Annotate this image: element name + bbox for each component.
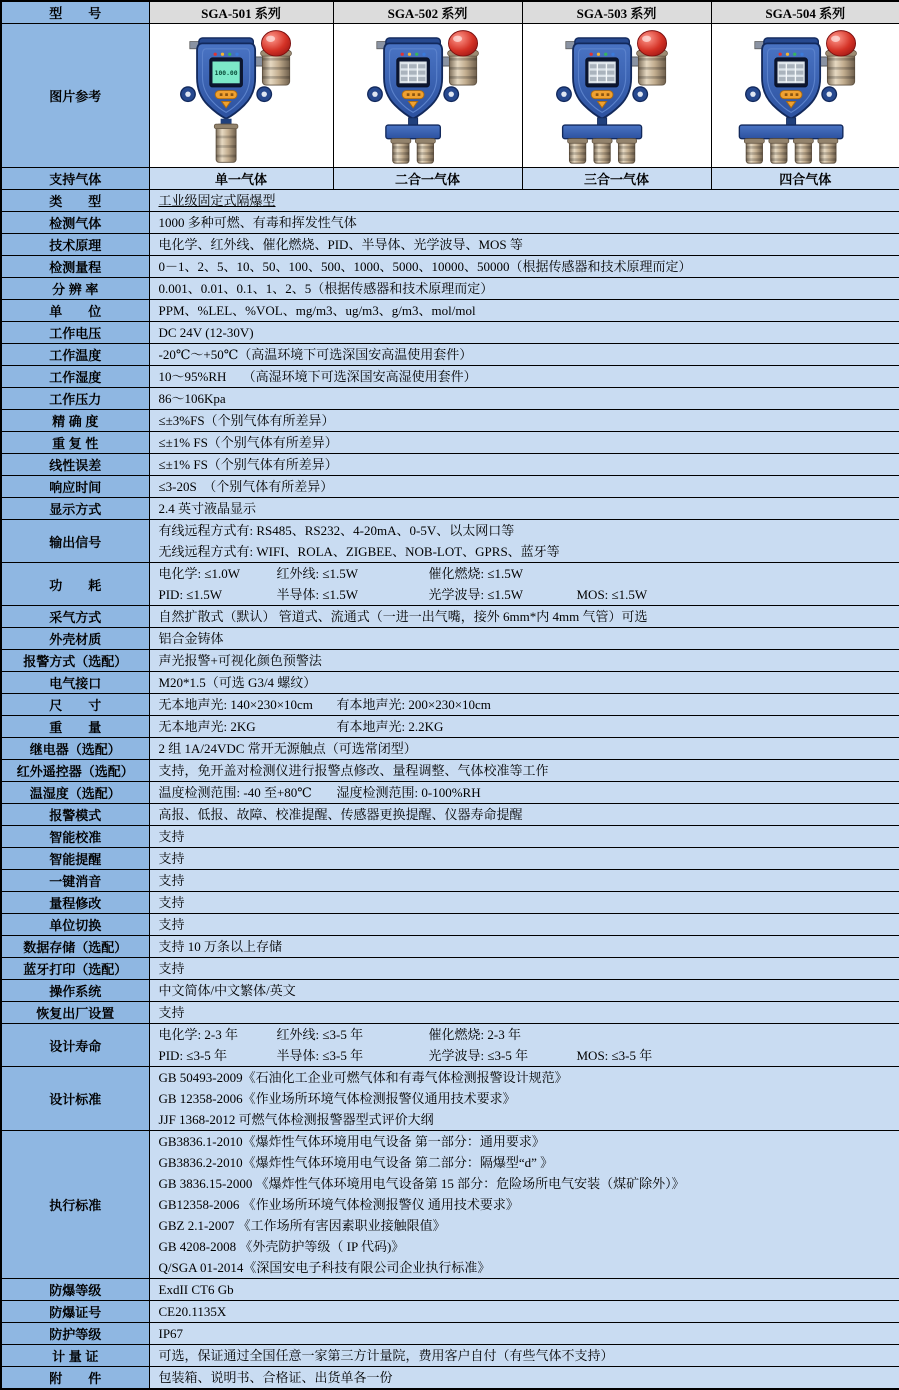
gas-type-cell: 单一气体 <box>149 168 333 190</box>
spec-line <box>159 322 891 343</box>
spec-label-cell: 设计寿命 <box>1 1024 149 1067</box>
spec-label-cell: 工作湿度 <box>1 366 149 388</box>
spec-label-cell: 报警方式（选配） <box>1 650 149 672</box>
spec-row <box>1 476 899 498</box>
spec-line <box>159 1173 891 1194</box>
alarm-beacon-icon <box>252 30 292 84</box>
spec-segment: 有本地声光: 200×230×10cm <box>336 697 491 712</box>
device-body <box>745 37 836 118</box>
spec-label-cell: 温湿度（选配） <box>1 782 149 804</box>
spec-segment: Q/SGA 01-2014《深国安电子科技有限公司企业执行标准》 <box>158 1260 491 1275</box>
model-header-label: 型 号 <box>1 1 149 24</box>
spec-label-cell: 防护等级 <box>1 1323 149 1345</box>
spec-label-cell: 显示方式 <box>1 498 149 520</box>
spec-line <box>159 1152 891 1173</box>
spec-line <box>159 1109 891 1130</box>
spec-value-cell <box>149 1024 899 1067</box>
spec-line <box>159 870 891 891</box>
image-row-label: 图片参考 <box>1 24 149 168</box>
spec-line <box>159 190 891 211</box>
spec-line <box>159 1067 891 1088</box>
spec-label-cell: 尺 寸 <box>1 694 149 716</box>
spec-label-cell: 智能校准 <box>1 826 149 848</box>
spec-row <box>1 1002 899 1024</box>
spec-row <box>1 782 899 804</box>
spec-line <box>159 256 891 277</box>
spec-row <box>1 870 899 892</box>
spec-row <box>1 498 899 520</box>
spec-row <box>1 1301 899 1323</box>
gas-detector-2-sensor-icon <box>355 27 500 165</box>
spec-line <box>159 476 891 497</box>
spec-segment: 催化燃烧: ≤1.5W <box>428 566 524 581</box>
spec-segment: 支持 <box>158 917 185 932</box>
spec-line <box>159 1194 891 1215</box>
spec-segment: 催化燃烧: 2-3 年 <box>428 1027 521 1042</box>
manifold <box>562 125 641 139</box>
sensor-probe <box>415 138 435 163</box>
spec-segment: 0－1、2、5、10、50、100、500、1000、5000、10000、50000（根据传感器和技术原理而定） <box>158 259 692 274</box>
spec-value-cell <box>149 212 899 234</box>
spec-segment: 高报、低报、故障、校准提醒、传感器更换提醒、仪器寿命提醒 <box>158 807 523 822</box>
spec-segment: 红外线: ≤1.5W <box>276 566 359 581</box>
spec-label-cell: 技术原理 <box>1 234 149 256</box>
spec-line <box>159 1301 891 1322</box>
spec-segment: 电化学、红外线、催化燃烧、PID、半导体、光学波导、MOS 等 <box>158 237 523 252</box>
spec-segment: 中文简体/中文繁体/英文 <box>158 983 296 998</box>
model-header-row <box>1 1 899 24</box>
spec-row <box>1 914 899 936</box>
spec-segment: 支持，免开盖对检测仪进行报警点修改、量程调整、气体校准等工作 <box>158 763 549 778</box>
spec-line <box>159 300 891 321</box>
spec-value-cell <box>149 694 899 716</box>
spec-line <box>159 344 891 365</box>
spec-segment: M20*1.5（可选 G3/4 螺纹） <box>158 675 317 690</box>
spec-row <box>1 804 899 826</box>
spec-line <box>159 738 891 759</box>
device-body <box>368 37 459 118</box>
spec-label-cell: 执行标准 <box>1 1131 149 1279</box>
spec-segment: PPM、%LEL、%VOL、mg/m3、ug/m3、g/m3、mol/mol <box>158 303 476 318</box>
spec-segment: 铝合金铸体 <box>158 631 224 646</box>
spec-segment: 无本地声光: 140×230×10cm <box>158 697 313 712</box>
spec-segment: MOS: ≤1.5W <box>576 587 648 602</box>
spec-label-cell: 防爆等级 <box>1 1279 149 1301</box>
spec-segment: 湿度检测范围: 0-100%RH <box>336 785 481 800</box>
spec-label-cell: 检测气体 <box>1 212 149 234</box>
spec-line <box>159 410 891 431</box>
sensor-probe <box>617 138 637 163</box>
spec-row <box>1 980 899 1002</box>
spec-label-cell: 线性误差 <box>1 454 149 476</box>
sensor-probe <box>592 138 612 163</box>
spec-row <box>1 936 899 958</box>
spec-line <box>159 1279 891 1300</box>
device-image-cell <box>522 24 711 168</box>
spec-segment: 半导体: ≤3-5 年 <box>276 1048 364 1063</box>
spec-segment: CE20.1135X <box>158 1304 227 1319</box>
spec-segment: 支持 <box>158 895 185 910</box>
spec-value-cell <box>149 606 899 628</box>
spec-value-cell <box>149 520 899 563</box>
spec-value-cell <box>149 738 899 760</box>
spec-value-cell <box>149 322 899 344</box>
spec-line <box>159 1024 891 1045</box>
spec-label-cell: 计 量 证 <box>1 1345 149 1367</box>
spec-label-cell: 重 量 <box>1 716 149 738</box>
spec-line <box>159 694 891 715</box>
sensor-probe <box>744 138 764 163</box>
spec-line <box>159 1215 891 1236</box>
spec-row <box>1 848 899 870</box>
spec-segment: 有本地声光: 2.2KG <box>336 719 444 734</box>
spec-segment: 光学波导: ≤3-5 年 <box>428 1048 529 1063</box>
spec-label-cell: 防爆证号 <box>1 1301 149 1323</box>
spec-segment: 可选，保证通过全国任意一家第三方计量院，费用客户自付（有些气体不支持） <box>158 1348 614 1363</box>
spec-value-cell <box>149 914 899 936</box>
spec-segment: 无线远程方式有: WIFI、ROLA、ZIGBEE、NOB-LOT、GPRS、蓝牙等 <box>158 544 560 559</box>
model-name-cell: SGA-502 系列 <box>333 1 522 24</box>
model-name-cell: SGA-504 系列 <box>711 1 899 24</box>
spec-segment: 有线远程方式有: RS485、RS232、4-20mA、0-5V、以太网口等 <box>158 523 515 538</box>
spec-line <box>159 1257 891 1278</box>
spec-value-cell <box>149 1345 899 1367</box>
spec-row <box>1 388 899 410</box>
spec-segment: DC 24V (12-30V) <box>158 325 254 340</box>
spec-segment: 半导体: ≤1.5W <box>276 587 359 602</box>
spec-line <box>159 848 891 869</box>
spec-value-cell <box>149 936 899 958</box>
spec-line <box>159 716 891 737</box>
spec-line <box>159 584 891 605</box>
spec-value-cell <box>149 432 899 454</box>
model-name-cell: SGA-501 系列 <box>149 1 333 24</box>
spec-segment: GB 12358-2006《作业场所环境气体检测报警仪通用技术要求》 <box>158 1091 516 1106</box>
spec-segment: 1000 多种可燃、有毒和挥发性气体 <box>158 215 357 230</box>
spec-segment: IP67 <box>158 1326 184 1341</box>
spec-value-cell <box>149 256 899 278</box>
spec-segment: 红外线: ≤3-5 年 <box>276 1027 364 1042</box>
spec-row <box>1 1345 899 1367</box>
spec-segment: GB 4208-2008 《外壳防护等级（ IP 代码)》 <box>158 1239 405 1254</box>
spec-line <box>159 541 891 562</box>
sensor-probe <box>567 138 587 163</box>
sensor-probe <box>215 124 239 162</box>
spec-row <box>1 1323 899 1345</box>
spec-value-cell <box>149 1301 899 1323</box>
spec-segment: 支持 10 万条以上存储 <box>158 939 283 954</box>
spec-segment: -20℃～+50℃（高温环境下可选深国安高温使用套件） <box>158 347 473 362</box>
spec-segment: ≤3-20S （个别气体有所差异） <box>158 479 334 494</box>
spec-segment: 声光报警+可视化颜色预警法 <box>158 653 322 668</box>
spec-label-cell: 工作电压 <box>1 322 149 344</box>
spec-row <box>1 256 899 278</box>
spec-value-cell <box>149 1002 899 1024</box>
spec-line <box>159 212 891 233</box>
spec-segment: 工业级固定式隔爆型 <box>158 193 276 208</box>
spec-row <box>1 234 899 256</box>
spec-row <box>1 650 899 672</box>
spec-line <box>159 454 891 475</box>
spec-row <box>1 694 899 716</box>
spec-segment: 支持 <box>158 829 185 844</box>
spec-segment: GB12358-2006 《作业场所环境气体检测报警仪 通用技术要求》 <box>158 1197 519 1212</box>
spec-value-cell <box>149 672 899 694</box>
spec-line <box>159 672 891 693</box>
spec-value-cell <box>149 300 899 322</box>
alarm-beacon-icon <box>627 30 667 84</box>
spec-segment: GB3836.2-2010《爆炸性气体环境用电气设备 第二部分：隔爆型“d” 》 <box>158 1155 554 1170</box>
spec-row <box>1 322 899 344</box>
spec-row <box>1 190 899 212</box>
spec-line <box>159 1345 891 1366</box>
spec-label-cell: 量程修改 <box>1 892 149 914</box>
spec-value-cell <box>149 234 899 256</box>
spec-line <box>159 826 891 847</box>
spec-line <box>159 782 891 803</box>
svg-text:100.00: 100.00 <box>215 69 238 77</box>
manifold <box>739 125 842 139</box>
spec-value-cell <box>149 344 899 366</box>
sensor-probe <box>768 138 788 163</box>
spec-segment: MOS: ≤3-5 年 <box>576 1048 653 1063</box>
spec-row <box>1 826 899 848</box>
spec-line <box>159 1045 891 1066</box>
spec-segment: 支持 <box>158 851 185 866</box>
spec-value-cell <box>149 892 899 914</box>
spec-row <box>1 300 899 322</box>
spec-value-cell <box>149 366 899 388</box>
spec-line <box>159 563 891 584</box>
image-reference-row <box>1 24 899 168</box>
spec-label-cell: 设计标准 <box>1 1067 149 1131</box>
device-body <box>181 37 272 118</box>
spec-segment: 0.001、0.01、0.1、1、2、5（根据传感器和技术原理而定） <box>158 281 494 296</box>
spec-label-cell: 报警模式 <box>1 804 149 826</box>
spec-segment: PID: ≤1.5W <box>158 587 222 602</box>
spec-label-cell: 工作温度 <box>1 344 149 366</box>
spec-segment: 2.4 英寸液晶显示 <box>158 501 257 516</box>
spec-line <box>159 650 891 671</box>
spec-row <box>1 1367 899 1390</box>
spec-label-cell: 外壳材质 <box>1 628 149 650</box>
spec-segment: ≤±3%FS（个别气体有所差异） <box>158 413 335 428</box>
spec-segment: GBZ 2.1-2007 《工作场所有害因素职业接触限值》 <box>158 1218 446 1233</box>
spec-row <box>1 432 899 454</box>
spec-label-cell: 重 复 性 <box>1 432 149 454</box>
spec-label-cell: 分 辨 率 <box>1 278 149 300</box>
spec-line <box>159 1088 891 1109</box>
spec-segment: PID: ≤3-5 年 <box>158 1048 228 1063</box>
spec-value-cell <box>149 716 899 738</box>
spec-segment: GB 50493-2009《石油化工企业可燃气体和有毒气体检测报警设计规范》 <box>158 1070 568 1085</box>
spec-row <box>1 760 899 782</box>
alarm-beacon-icon <box>438 30 478 84</box>
device-body <box>557 37 648 118</box>
spec-label-cell: 单 位 <box>1 300 149 322</box>
spec-label-cell: 响应时间 <box>1 476 149 498</box>
spec-segment: 电化学: 2-3 年 <box>158 1027 238 1042</box>
spec-row <box>1 1024 899 1067</box>
spec-label-cell: 一键消音 <box>1 870 149 892</box>
spec-label-cell: 类 型 <box>1 190 149 212</box>
spec-label-cell: 精 确 度 <box>1 410 149 432</box>
spec-value-cell <box>149 1279 899 1301</box>
spec-segment: GB3836.1-2010《爆炸性气体环境用电气设备 第一部分：通用要求》 <box>158 1134 545 1149</box>
spec-value-cell <box>149 760 899 782</box>
spec-value-cell <box>149 454 899 476</box>
spec-segment: 温度检测范围: -40 至+80℃ <box>158 785 312 800</box>
gas-detector-1-sensor-icon <box>168 27 313 165</box>
spec-segment: 2 组 1A/24VDC 常开无源触点（可选常闭型） <box>158 741 417 756</box>
spec-line <box>159 388 891 409</box>
gas-detector-3-sensor-icon <box>544 27 689 165</box>
spec-label-cell: 采气方式 <box>1 606 149 628</box>
spec-row <box>1 410 899 432</box>
spec-label-cell: 电气接口 <box>1 672 149 694</box>
spec-value-cell <box>149 278 899 300</box>
spec-value-cell <box>149 1367 899 1390</box>
spec-label-cell: 数据存储（选配） <box>1 936 149 958</box>
spec-segment: 电化学: ≤1.0W <box>158 566 241 581</box>
spec-line <box>159 520 891 541</box>
spec-segment: 包装箱、说明书、合格证、出货单各一份 <box>158 1370 393 1385</box>
spec-value-cell <box>149 628 899 650</box>
spec-value-cell <box>149 1067 899 1131</box>
spec-segment: 86～106Kpa <box>158 391 226 406</box>
spec-line <box>159 432 891 453</box>
spec-label-cell: 红外遥控器（选配） <box>1 760 149 782</box>
gas-type-cell: 三合一气体 <box>522 168 711 190</box>
gas-detector-4-sensor-icon <box>733 27 878 165</box>
spec-line <box>159 1131 891 1152</box>
spec-segment: ≤±1% FS（个别气体有所差异） <box>158 457 338 472</box>
spec-line <box>159 804 891 825</box>
spec-line <box>159 980 891 1001</box>
spec-label-cell: 输出信号 <box>1 520 149 563</box>
spec-label-cell: 恢复出厂设置 <box>1 1002 149 1024</box>
device-image-cell <box>711 24 899 168</box>
spec-row <box>1 1131 899 1279</box>
spec-label-cell: 继电器（选配） <box>1 738 149 760</box>
spec-row <box>1 563 899 606</box>
spec-value-cell <box>149 410 899 432</box>
spec-value-cell <box>149 388 899 410</box>
spec-line <box>159 1323 891 1344</box>
spec-line <box>159 234 891 255</box>
model-name-cell: SGA-503 系列 <box>522 1 711 24</box>
spec-line <box>159 914 891 935</box>
spec-row <box>1 892 899 914</box>
spec-segment: 自然扩散式（默认） 管道式、流通式（一进一出气嘴，接外 6mm*内 4mm 气管）可选 <box>158 609 648 624</box>
device-image-cell <box>149 24 333 168</box>
alarm-beacon-icon <box>816 30 856 84</box>
spec-line <box>159 760 891 781</box>
spec-line <box>159 1002 891 1023</box>
spec-segment: JJF 1368-2012 可燃气体检测报警器型式评价大纲 <box>158 1112 434 1127</box>
spec-label-cell: 智能提醒 <box>1 848 149 870</box>
spec-segment: ExdII CT6 Gb <box>158 1282 234 1297</box>
spec-segment: 10～95%RH （高湿环境下可选深国安高湿使用套件） <box>158 369 477 384</box>
spec-row <box>1 716 899 738</box>
spec-row <box>1 454 899 476</box>
spec-row <box>1 344 899 366</box>
spec-row <box>1 672 899 694</box>
spec-label-cell: 操作系统 <box>1 980 149 1002</box>
gas-type-cell: 二合一气体 <box>333 168 522 190</box>
spec-row <box>1 366 899 388</box>
gas-type-cell: 四合气体 <box>711 168 899 190</box>
spec-row <box>1 278 899 300</box>
spec-segment: ≤±1% FS（个别气体有所差异） <box>158 435 338 450</box>
spec-segment: 无本地声光: 2KG <box>158 719 256 734</box>
spec-label-cell: 蓝牙打印（选配） <box>1 958 149 980</box>
spec-row <box>1 606 899 628</box>
spec-label-cell: 附 件 <box>1 1367 149 1390</box>
spec-segment: 支持 <box>158 1005 185 1020</box>
spec-value-cell <box>149 1323 899 1345</box>
spec-line <box>159 628 891 649</box>
spec-row <box>1 958 899 980</box>
spec-line <box>159 936 891 957</box>
spec-value-cell <box>149 782 899 804</box>
spec-label-cell: 功 耗 <box>1 563 149 606</box>
spec-label-cell: 检测量程 <box>1 256 149 278</box>
spec-row <box>1 212 899 234</box>
spec-row <box>1 738 899 760</box>
spec-value-cell <box>149 190 899 212</box>
spec-value-cell <box>149 980 899 1002</box>
spec-value-cell <box>149 1131 899 1279</box>
spec-value-cell <box>149 563 899 606</box>
supported-gas-label: 支持气体 <box>1 168 149 190</box>
spec-value-cell <box>149 848 899 870</box>
spec-line <box>159 366 891 387</box>
spec-value-cell <box>149 476 899 498</box>
spec-row <box>1 628 899 650</box>
spec-label-cell: 工作压力 <box>1 388 149 410</box>
spec-segment: 光学波导: ≤1.5W <box>428 587 524 602</box>
spec-row <box>1 520 899 563</box>
spec-row <box>1 1067 899 1131</box>
spec-line <box>159 1367 891 1388</box>
spec-label-cell: 单位切换 <box>1 914 149 936</box>
sensor-probe <box>818 138 838 163</box>
supported-gas-row <box>1 168 899 190</box>
spec-segment: 支持 <box>158 961 185 976</box>
spec-line <box>159 892 891 913</box>
manifold <box>386 125 440 139</box>
spec-value-cell <box>149 498 899 520</box>
spec-segment: GB 3836.15-2000 《爆炸性气体环境用电气设备第 15 部分：危险场所电气安装（煤矿除外）》 <box>158 1176 685 1191</box>
spec-line <box>159 498 891 519</box>
spec-line <box>159 278 891 299</box>
spec-line <box>159 1236 891 1257</box>
spec-line <box>159 958 891 979</box>
spec-row <box>1 1279 899 1301</box>
spec-line <box>159 606 891 627</box>
sensor-probe <box>391 138 411 163</box>
spec-segment: 支持 <box>158 873 185 888</box>
spec-value-cell <box>149 826 899 848</box>
spec-value-cell <box>149 804 899 826</box>
sensor-probe <box>793 138 813 163</box>
spec-value-cell <box>149 870 899 892</box>
device-image-cell <box>333 24 522 168</box>
spec-value-cell <box>149 650 899 672</box>
spec-value-cell <box>149 958 899 980</box>
